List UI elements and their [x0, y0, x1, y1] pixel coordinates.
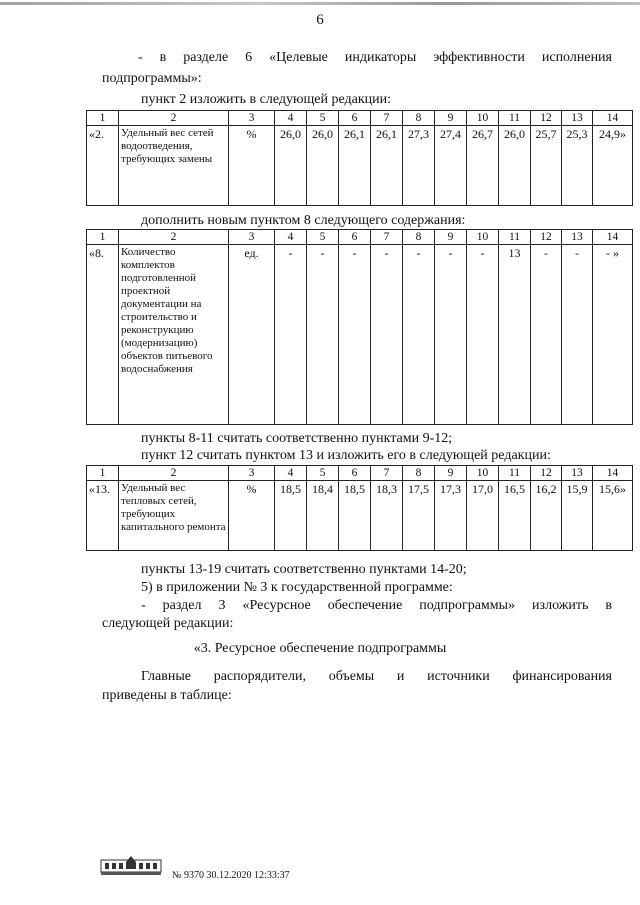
table-row	[87, 481, 633, 551]
col-header: 10	[467, 111, 499, 126]
col-header: 7	[371, 466, 403, 481]
value-cell: 17,5	[403, 481, 435, 551]
unit-cell: %	[229, 126, 275, 206]
col-header: 10	[467, 230, 499, 245]
value-cell: -	[562, 245, 593, 425]
value-cell: 26,1	[371, 126, 403, 206]
renumber-note-2: пункт 12 считать пунктом 13 и изложить его в следующей редакции:	[141, 448, 551, 463]
value-cell: -	[371, 245, 403, 425]
indicator-name: Удельный вес сетей водоотведения, требующих замены	[119, 126, 229, 206]
col-header: 9	[435, 466, 467, 481]
col-header: 12	[531, 466, 562, 481]
col-header: 8	[403, 111, 435, 126]
table-header-row	[87, 466, 633, 481]
indicator-name: Удельный вес тепловых сетей, требующих капитального ремонта	[119, 481, 229, 551]
col-header: 2	[119, 111, 229, 126]
value-cell: -	[307, 245, 339, 425]
unit-cell: %	[229, 481, 275, 551]
row-index: «2.	[87, 126, 119, 206]
col-header: 11	[499, 466, 531, 481]
col-header: 5	[307, 466, 339, 481]
row-index: «13.	[87, 481, 119, 551]
col-header: 6	[339, 111, 371, 126]
col-header: 12	[531, 111, 562, 126]
value-cell: 15,9	[562, 481, 593, 551]
col-header: 7	[371, 230, 403, 245]
value-cell: 16,2	[531, 481, 562, 551]
unit-cell: ед.	[229, 245, 275, 425]
value-cell: 24,9»	[593, 126, 633, 206]
value-cell: 27,3	[403, 126, 435, 206]
col-header: 14	[593, 111, 633, 126]
appendix-note: 5) в приложении № 3 к государственной программе:	[141, 580, 453, 595]
footer-doc-info: № 9370 30.12.2020 12:33:37	[172, 870, 290, 881]
col-header: 5	[307, 230, 339, 245]
value-cell: 18,3	[371, 481, 403, 551]
value-cell: 18,5	[339, 481, 371, 551]
section-change-line-1: - раздел 3 «Ресурсное обеспечение подпрограммы» изложить в	[141, 598, 612, 613]
indicator-name: Количество комплектов подготовленной проектной документации на строительство и реконструкцию (модернизацию) объектов питьевого водоснабжения	[119, 245, 229, 425]
value-cell: 25,7	[531, 126, 562, 206]
value-cell: - »	[593, 245, 633, 425]
col-header: 3	[229, 230, 275, 245]
col-header: 2	[119, 230, 229, 245]
col-header: 13	[562, 111, 593, 126]
value-cell: 18,5	[275, 481, 307, 551]
intro-line-2: подпрограммы»:	[102, 71, 202, 86]
text-after-table-1: дополнить новым пунктом 8 следующего содержания:	[141, 213, 466, 228]
closing-line-1: Главные распорядители, объемы и источники финансирования	[141, 669, 612, 684]
intro-line-1: - в разделе 6 «Целевые индикаторы эффективности исполнения	[138, 50, 612, 65]
value-cell: 15,6»	[593, 481, 633, 551]
table-3	[86, 465, 633, 551]
col-header: 14	[593, 466, 633, 481]
col-header: 3	[229, 466, 275, 481]
col-header: 8	[403, 466, 435, 481]
value-cell: 13	[499, 245, 531, 425]
col-header: 1	[87, 111, 119, 126]
col-header: 13	[562, 466, 593, 481]
col-header: 9	[435, 111, 467, 126]
value-cell: 26,7	[467, 126, 499, 206]
table-header-row	[87, 111, 633, 126]
renumber-note-1: пункты 8-11 считать соответственно пунктами 9-12;	[141, 431, 453, 446]
table-row	[87, 245, 633, 425]
value-cell: -	[403, 245, 435, 425]
table-row	[87, 126, 633, 206]
value-cell: 26,0	[275, 126, 307, 206]
value-cell: 17,0	[467, 481, 499, 551]
value-cell: 25,3	[562, 126, 593, 206]
page-number: 6	[316, 12, 324, 28]
value-cell: 16,5	[499, 481, 531, 551]
value-cell: -	[435, 245, 467, 425]
col-header: 2	[119, 466, 229, 481]
intro-line-3: пункт 2 изложить в следующей редакции:	[141, 92, 391, 107]
col-header: 7	[371, 111, 403, 126]
closing-line-2: приведены в таблице:	[102, 688, 232, 703]
table-1	[86, 110, 633, 206]
col-header: 1	[87, 466, 119, 481]
col-header: 4	[275, 111, 307, 126]
col-header: 6	[339, 230, 371, 245]
col-header: 11	[499, 111, 531, 126]
col-header: 8	[403, 230, 435, 245]
col-header: 11	[499, 230, 531, 245]
scan-top-edge	[0, 2, 640, 5]
renumber-note-3: пункты 13-19 считать соответственно пунктами 14-20;	[141, 562, 467, 577]
section-change-line-2: следующей редакции:	[102, 616, 234, 631]
value-cell: 26,1	[339, 126, 371, 206]
value-cell: 26,0	[499, 126, 531, 206]
value-cell: 27,4	[435, 126, 467, 206]
value-cell: -	[467, 245, 499, 425]
value-cell: 17,3	[435, 481, 467, 551]
section-heading: «3. Ресурсное обеспечение подпрограммы	[193, 641, 447, 656]
col-header: 10	[467, 466, 499, 481]
col-header: 5	[307, 111, 339, 126]
col-header: 4	[275, 466, 307, 481]
value-cell: -	[275, 245, 307, 425]
value-cell: 26,0	[307, 126, 339, 206]
table-header-row	[87, 230, 633, 245]
col-header: 9	[435, 230, 467, 245]
table-2	[86, 229, 633, 425]
value-cell: -	[339, 245, 371, 425]
col-header: 12	[531, 230, 562, 245]
value-cell: -	[531, 245, 562, 425]
col-header: 13	[562, 230, 593, 245]
col-header: 14	[593, 230, 633, 245]
col-header: 4	[275, 230, 307, 245]
value-cell: 18,4	[307, 481, 339, 551]
col-header: 3	[229, 111, 275, 126]
col-header: 6	[339, 466, 371, 481]
registry-stamp-icon	[100, 852, 162, 876]
col-header: 1	[87, 230, 119, 245]
row-index: «8.	[87, 245, 119, 425]
